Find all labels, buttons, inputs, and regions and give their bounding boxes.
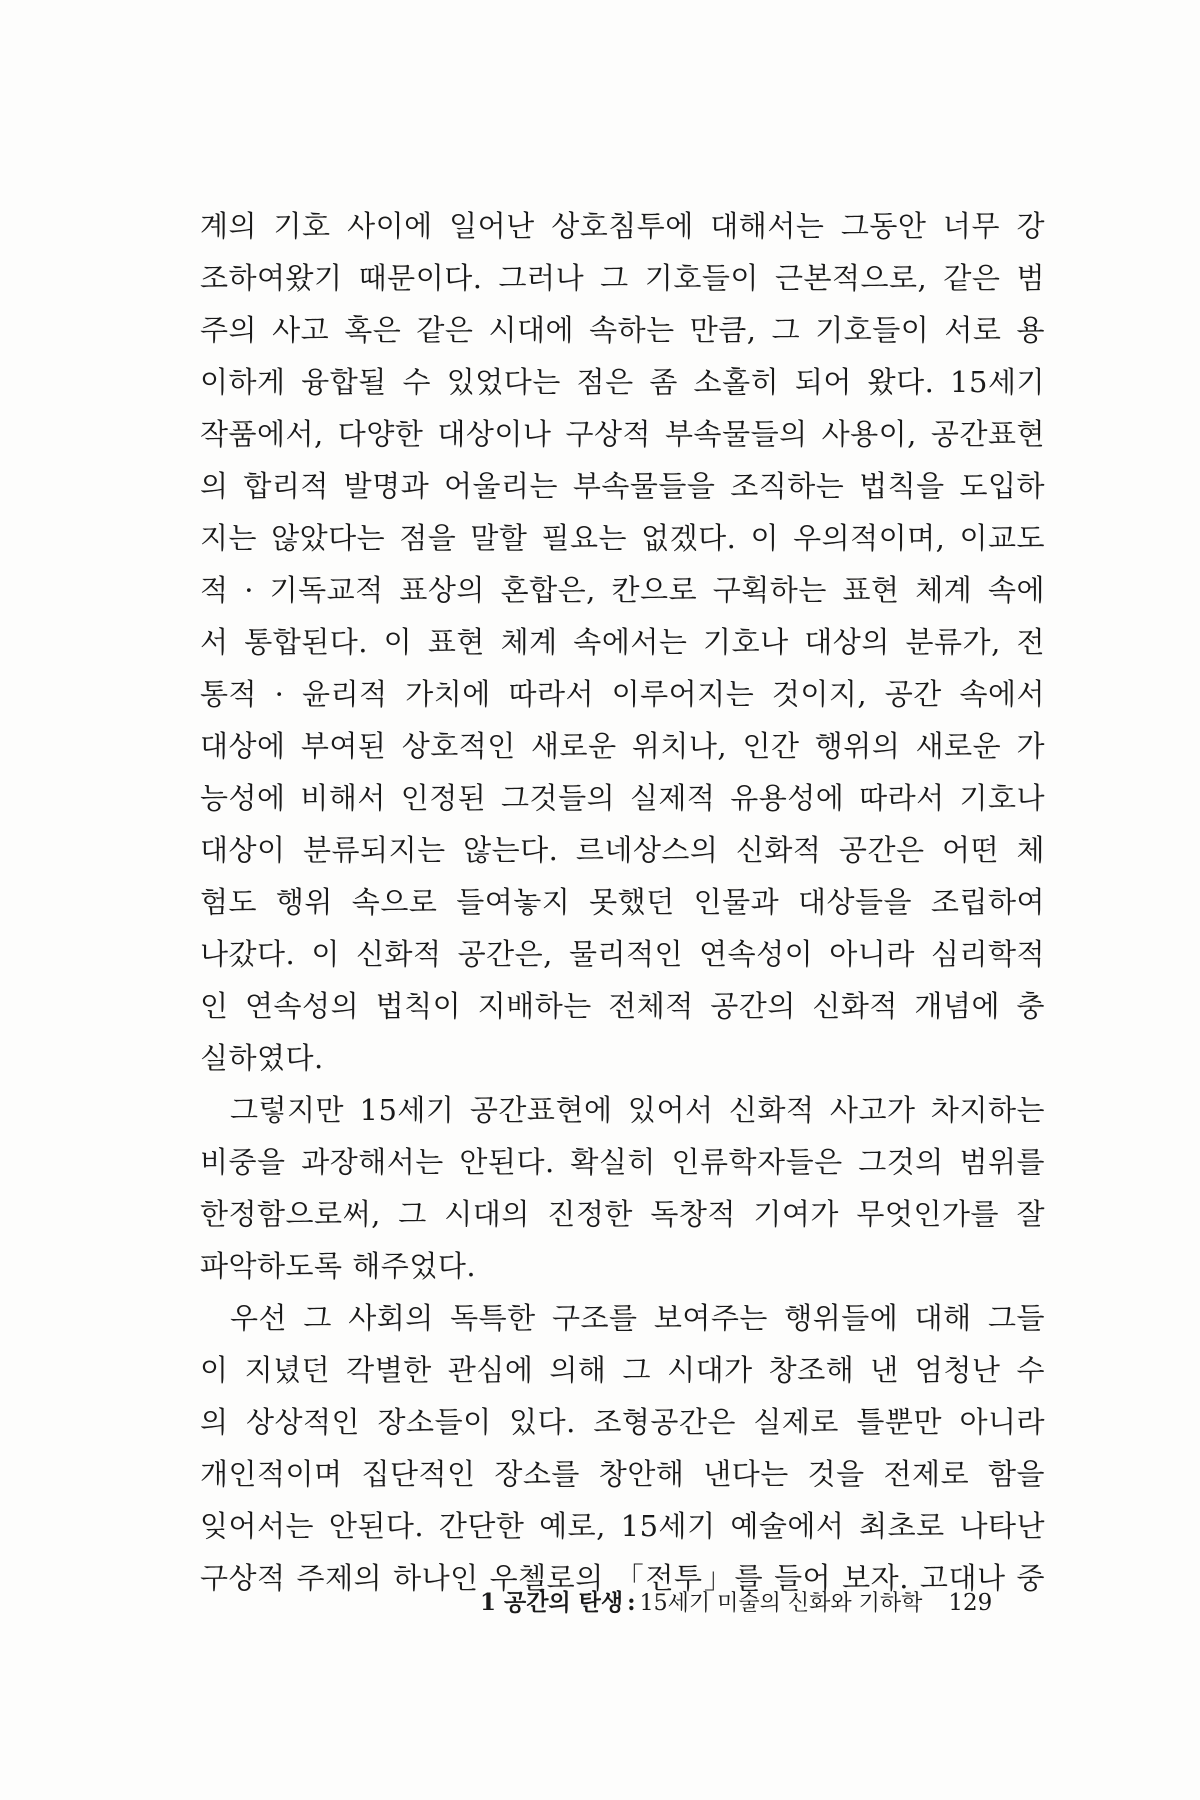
text-line: 대상에 부여된 상호적인 새로운 위치나, 인간 행위의 새로운 가 bbox=[200, 729, 1045, 763]
text-line: 개인적이며 집단적인 장소를 창안해 낸다는 것을 전제로 함을 bbox=[200, 1457, 1045, 1491]
text-line: 능성에 비해서 인정된 그것들의 실제적 유용성에 따라서 기호나 bbox=[200, 781, 1045, 815]
text-line: 한정함으로써, 그 시대의 진정한 독창적 기여가 무엇인가를 잘 bbox=[200, 1197, 1045, 1231]
text-line: 통적 · 윤리적 가치에 따라서 이루어지는 것이지, 공간 속에서 bbox=[200, 677, 1045, 711]
text-line: 인 연속성의 법칙이 지배하는 전체적 공간의 신화적 개념에 충 bbox=[200, 989, 1045, 1023]
text-line: 파악하도록 해주었다. bbox=[200, 1249, 477, 1283]
text-line: 험도 행위 속으로 들여놓지 못했던 인물과 대상들을 조립하여 bbox=[200, 885, 1045, 919]
text-line: 작품에서, 다양한 대상이나 구상적 부속물들의 사용이, 공간표현 bbox=[200, 417, 1045, 451]
text-line: 실하였다. bbox=[200, 1041, 324, 1075]
body-text bbox=[200, 200, 1045, 1604]
text-line: 의 상상적인 장소들이 있다. 조형공간은 실제로 틀뿐만 아니라 bbox=[200, 1405, 1045, 1439]
chapter-title: 1 공간의 탄생 bbox=[480, 1589, 624, 1616]
text-line: 의 합리적 발명과 어울리는 부속물들을 조직하는 법칙을 도입하 bbox=[200, 469, 1045, 503]
text-line: 조하여왔기 때문이다. 그러나 그 기호들이 근본적으로, 같은 범 bbox=[200, 261, 1045, 295]
text-line: 대상이 분류되지는 않는다. 르네상스의 신화적 공간은 어떤 체 bbox=[200, 833, 1045, 867]
text-line: 구상적 주제의 하나인 우첼로의 「전투」를 들어 보자. 고대나 중 bbox=[200, 1561, 1045, 1595]
text-line: 지는 않았다는 점을 말할 필요는 없겠다. 이 우의적이며, 이교도 bbox=[200, 521, 1045, 555]
chapter-subtitle: 15세기 미술의 신화와 기하학 bbox=[639, 1591, 923, 1616]
paragraph-first-line: 우선 그 사회의 독특한 구조를 보여주는 행위들에 대해 그들 bbox=[230, 1301, 1045, 1335]
text-line: 서 통합된다. 이 표현 체계 속에서는 기호나 대상의 분류가, 전 bbox=[200, 625, 1045, 659]
text-line: 이 지녔던 각별한 관심에 의해 그 시대가 창조해 낸 엄청난 수 bbox=[200, 1353, 1045, 1387]
text-line: 이하게 융합될 수 있었다는 점은 좀 소홀히 되어 왔다. 15세기 bbox=[200, 365, 1045, 399]
running-footer bbox=[480, 1583, 1040, 1623]
page-number: 129 bbox=[948, 1590, 993, 1616]
text-line: 잊어서는 안된다. 간단한 예로, 15세기 예술에서 최초로 나타난 bbox=[200, 1509, 1045, 1543]
paragraph-first-line: 그렇지만 15세기 공간표현에 있어서 신화적 사고가 차지하는 bbox=[230, 1093, 1045, 1127]
text-line: 나갔다. 이 신화적 공간은, 물리적인 연속성이 아니라 심리학적 bbox=[200, 937, 1045, 971]
footer-separator: : bbox=[627, 1589, 636, 1616]
text-line: 주의 사고 혹은 같은 시대에 속하는 만큼, 그 기호들이 서로 용 bbox=[200, 313, 1045, 347]
text-line: 적 · 기독교적 표상의 혼합은, 칸으로 구획하는 표현 체계 속에 bbox=[200, 573, 1045, 607]
text-line: 비중을 과장해서는 안된다. 확실히 인류학자들은 그것의 범위를 bbox=[200, 1145, 1045, 1179]
text-line: 계의 기호 사이에 일어난 상호침투에 대해서는 그동안 너무 강 bbox=[200, 209, 1045, 243]
